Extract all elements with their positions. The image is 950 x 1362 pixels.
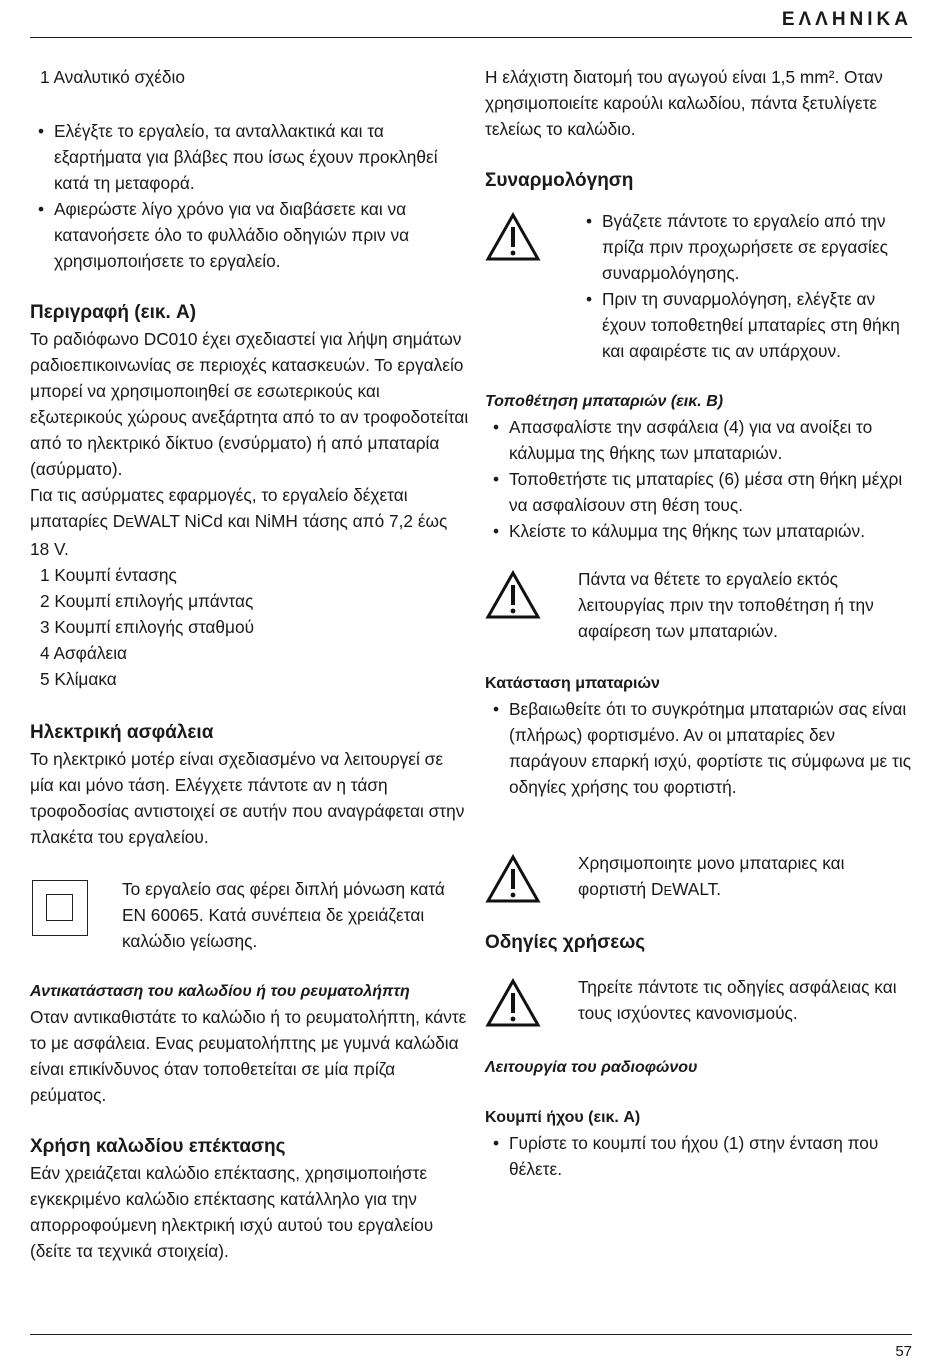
assembly-list	[578, 208, 915, 364]
fold-item: 1 Αναλυτικό σχέδιο	[40, 67, 185, 87]
part-item: 5 Κλίμακα	[40, 669, 117, 689]
extension-cable-heading: Χρήση καλωδίου επέκτασης	[30, 1136, 286, 1157]
instructions-heading: Οδηγίες χρήσεως	[485, 932, 646, 953]
language-label: ΕΛΛΗΝΙΚΑ	[781, 9, 912, 30]
part-item: 3 Κουμπί επιλογής σταθμού	[40, 617, 255, 637]
battery-install-bullet: • Τοποθετήστε τις μπαταρίες (6) μέσα στη θήκη μέχρι να ασφαλίσουν στη θέση τους.	[485, 466, 915, 518]
left-column	[30, 64, 470, 1264]
page-number: 57	[895, 1343, 912, 1360]
header-rule	[30, 37, 912, 38]
warning-triangle-icon	[485, 978, 541, 1028]
intro-bullet: • Αφιερώστε λίγο χρόνο για να διαβάσετε και να κατανοήσετε όλο το φυλλάδιο οδηγιών πριν να χρησιμοποιήσετε το εργαλείο.	[30, 196, 470, 274]
battery-status-list	[485, 696, 915, 800]
sound-knob-bullet: • Γυρίστε το κουμπί του ήχου (1) στην ένταση που θέλετε.	[485, 1130, 915, 1182]
assembly-bullet: • Πριν τη συναρμολόγηση, ελέγξτε αν έχουν τοποθετηθεί μπαταρίες στη θήκη και αφαιρέστε τις αν υπάρχουν.	[578, 286, 915, 364]
battery-brand-warning	[485, 850, 915, 904]
battery-install-bullet: • Απασφαλίστε την ασφάλεια (4) για να ανοίξει το κάλυμμα της θήκης των μπαταριών.	[485, 414, 915, 466]
battery-status-heading: Κατάσταση μπαταριών	[485, 675, 660, 692]
radio-operation-heading: Λειτουργία του ραδιοφώνου	[485, 1059, 698, 1076]
sound-knob-list	[485, 1130, 915, 1182]
double-insulation-icon	[32, 880, 88, 936]
electrical-safety-text: Το ηλεκτρικό μοτέρ είναι σχεδιασμένο να λειτουργεί σε μία και μόνο τάση. Ελέγχετε πάντοτε αν η τάση τροφοδοσίας αντιστοιχεί σε αυτήν που αναγράφεται στην πλακέτα του εργαλείου.	[30, 749, 465, 847]
assembly-warning	[485, 208, 915, 364]
right-column	[485, 64, 915, 1182]
electrical-safety-heading: Ηλεκτρική ασφάλεια	[30, 722, 214, 743]
intro-bullet: • Ελέγξτε το εργαλείο, τα ανταλλακτικά και τα εξαρτήματα για βλάβες που ίσως έχουν προκληθεί κατά τη μεταφορά.	[30, 118, 470, 196]
battery-install-warning-text: Πάντα να θέτετε το εργαλείο εκτός λειτουργίας πριν την τοποθέτηση ή την αφαίρεση των μπαταριών.	[578, 569, 874, 641]
part-item: 4 Ασφάλεια	[40, 643, 128, 663]
part-item: 2 Κουμπί επιλογής μπάντας	[40, 591, 254, 611]
cable-section-continued: Η ελάχιστη διατομή του αγωγού είναι 1,5 mm². Οταν χρησιμοποιείτε καρούλι καλωδίου, πάντα ξετυλίγετε τελείως το καλώδιο.	[485, 67, 883, 139]
warning-triangle-icon	[485, 570, 541, 620]
cable-replacement-text: Οταν αντικαθιστάτε το καλώδιο ή το ρευματολήπτη, κάντε το με ασφάλεια. Ενας ρευματολήπτης με γυμνά καλώδια είναι επικίνδυνος όταν τοποθετείται σε μία πρίζα ρεύματος.	[30, 1007, 467, 1105]
battery-brand-warning-text: Χρησιμοποιητε μονο μπαταριες και φορτιστή DEWALT.	[578, 853, 845, 899]
description-heading: Περιγραφή (εικ. A)	[30, 302, 197, 323]
description-text: Το ραδιόφωνο DC010 έχει σχεδιαστεί για λήψη σημάτων ραδιοεπικοινωνίας σε περιοχές κατασκευών. Το εργαλείο μπορεί να χρησιμοποιηθεί σε εσωτερικούς και εξωτερικούς χώρους ανεξάρτητα από το αν τροφοδοτείται από το ηλεκτρικό δίκτυο (ενσύρματο) ή από μπαταρία (ασύρματο).	[30, 329, 469, 479]
extension-cable-text: Εάν χρειάζεται καλώδιο επέκτασης, χρησιμοποιήστε εγκεκριμένο καλώδιο επέκτασης κατάλληλο για την απορροφούμενη ηλεκτρική ισχύ αυτού του εργαλείου (δείτε τα τεχνικά στοιχεία).	[30, 1163, 434, 1261]
cable-replacement-heading: Αντικατάσταση του καλωδίου ή του ρευματολήπτη	[30, 983, 410, 1000]
instructions-warning-text: Τηρείτε πάντοτε τις οδηγίες ασφάλειας και τους ισχύοντες κανονισμούς.	[578, 977, 897, 1023]
assembly-bullet: • Βγάζετε πάντοτε το εργαλείο από την πρίζα πριν προχωρήσετε σε εργασίες συναρμολόγησης.	[578, 208, 915, 286]
instructions-warning	[485, 974, 915, 1026]
warning-triangle-icon	[485, 854, 541, 904]
battery-install-warning	[485, 566, 915, 644]
assembly-heading: Συναρμολόγηση	[485, 170, 634, 191]
battery-status-bullet: • Βεβαιωθείτε ότι το συγκρότημα μπαταριών σας είναι (πλήρως) φορτισμένο. Αν οι μπαταρίες δεν παράγουν επαρκή ισχύ, φορτίστε τις σύμφωνα με τις οδηγίες χρήσης του φορτιστή.	[485, 696, 915, 800]
battery-install-bullet: • Κλείστε το κάλυμμα της θήκης των μπαταριών.	[485, 518, 915, 544]
double-insulation-notice	[30, 876, 470, 954]
battery-install-list	[485, 414, 915, 544]
intro-list	[30, 118, 470, 274]
double-insulation-text: Το εργαλείο σας φέρει διπλή μόνωση κατά EN 60065. Κατά συνέπεια δε χρειάζεται καλώδιο γείωσης.	[122, 879, 445, 951]
sound-knob-heading: Κουμπί ήχου (εικ. A)	[485, 1109, 641, 1126]
part-item: 1 Κουμπί έντασης	[40, 565, 177, 585]
footer-rule	[30, 1334, 912, 1335]
description-cordless-text: Για τις ασύρματες εφαρμογές, το εργαλείο δέχεται μπαταρίες DEWALT NiCd και NiMH τάσης από 7,2 έως 18 V.	[30, 485, 448, 559]
warning-triangle-icon	[485, 212, 541, 262]
battery-install-heading: Τοποθέτηση μπαταριών (εικ. B)	[485, 393, 724, 410]
